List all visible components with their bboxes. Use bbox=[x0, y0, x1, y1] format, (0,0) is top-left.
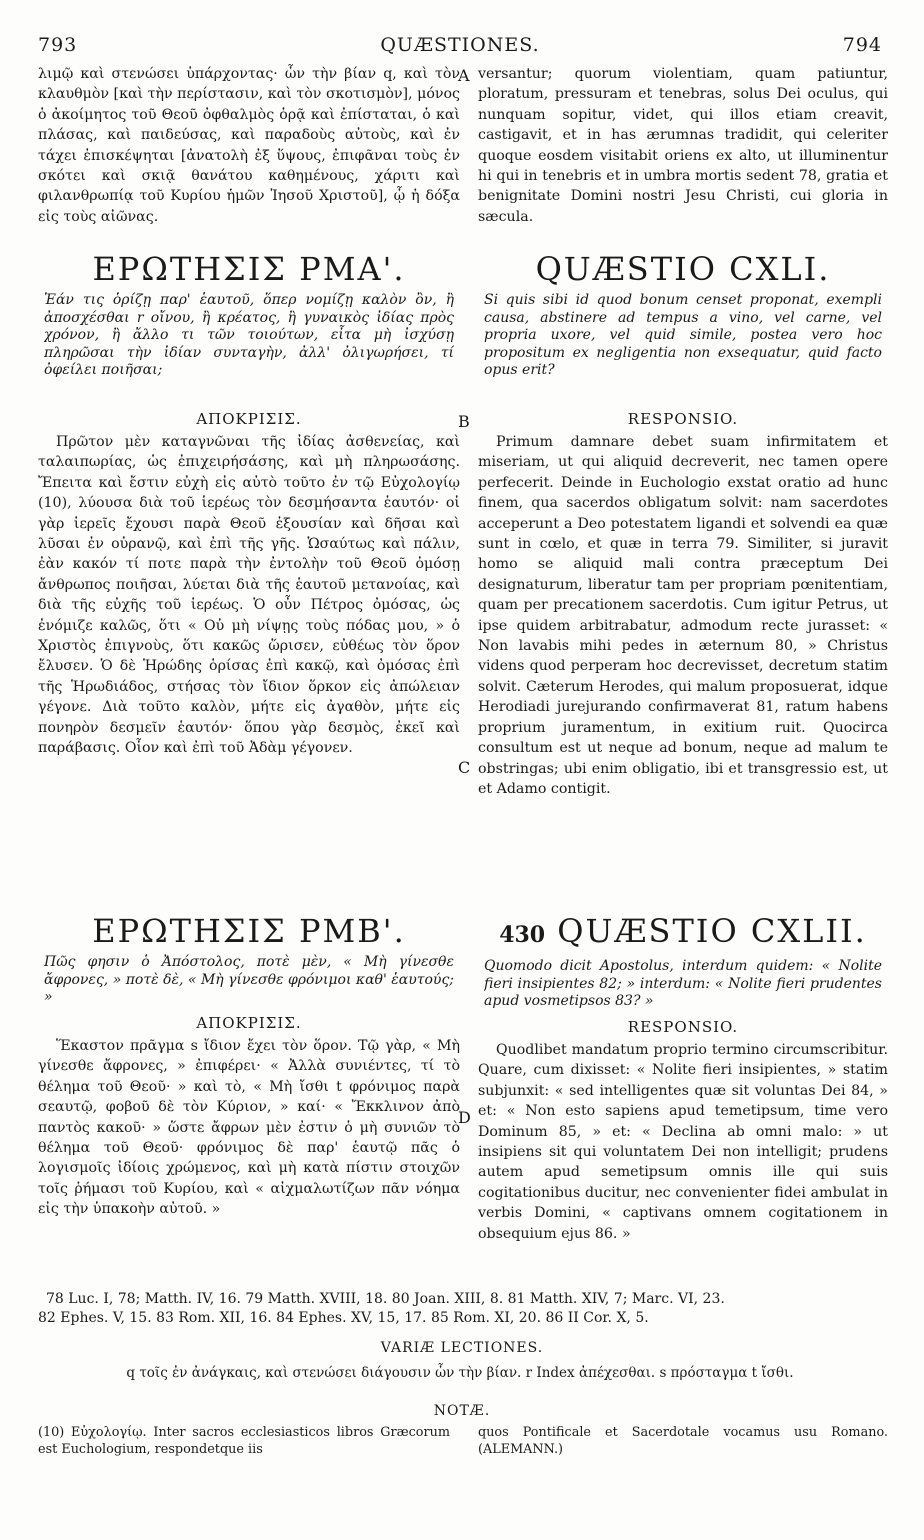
latin-column-lower bbox=[478, 904, 888, 1350]
column-number: 430 bbox=[499, 922, 546, 948]
greek-column-lower bbox=[38, 904, 460, 1346]
margin-letter-b: B bbox=[458, 412, 470, 431]
variae-lectiones-text: q τοῖς ἐν ἀνάγκαις, καὶ στενώσει διάγουσιν ὧν τὴν βίαν. r Index ἀπέχεσθαι. s πρόσταγμα t ἴσθι. bbox=[126, 1365, 794, 1381]
left-page-number: 793 bbox=[38, 34, 78, 56]
latin-q142-response-label: RESPONSIO. bbox=[627, 1018, 739, 1036]
latin-q142-answer-text: Quodlibet mandatum proprio termino circumscribitur. Quare, cum dixisset: « Nolite fieri insipientes, » statim subjunxit: « sed intelligentes quæ sit voluntas Dei 84, » et: « Non esto sapiens apud temetipsum, time vero Dominum 85, » et: « Declina ab omni malo: » ut insipiens sit qui voluntatem Dei non intelligit; prudens autem apud semetipsum omnis ille qui suis cogitationibus ducitur, nec convenienter fidei ambulat in verbis Domini, « captivans omnem cogitationem in obsequium ejus 86. » bbox=[478, 1042, 888, 1242]
latin-continuation-text: versantur; quorum violentiam, quam patiuntur, ploratum, pressuram et tenebras, solus Dei oculus, qui nunquam sopitur, videt, qui illos etiam creavit, castigavit, et in has ærumnas tradidit, qui celeriter quoque eosdem visitabit oriens ex alto, ut illuminentur hi qui in tenebris et in umbra mortis sedent 78, gratia et benignitate Domini nostri Jesu Christi, cui gloria in sæcula. bbox=[478, 66, 888, 225]
latin-q141-answer bbox=[478, 432, 888, 808]
running-title: QUÆSTIONES. bbox=[380, 34, 540, 56]
scripture-footnotes bbox=[38, 1290, 882, 1328]
footnote-line-2: 82 Ephes. V, 15. 83 Rom. XII, 16. 84 Ephes. XV, 15, 17. 85 Rom. XI, 20. 86 II Cor. X, 5. bbox=[38, 1310, 649, 1326]
margin-letter-d: D bbox=[458, 1108, 471, 1127]
greek-q141-answer-text: Πρῶτον μὲν καταγνῶναι τῆς ἰδίας ἀσθενείας, καὶ ταλαιπωρίας, ὡς ἐπιχειρήσάσης, καὶ μὴ πληρωσάσης. Ἔπειτα καὶ ἔστιν εὐχὴ εἰς αὐτὸ τοῦτο ἐν τῷ Εὐχολογίῳ (10), λύουσα διὰ τοῦ ἱερέως τὸν δεσμήσαντα ἑαυτόν· οἱ γὰρ ἱερεῖς ἔχουσι παρὰ Θεοῦ ἐξουσίαν καὶ δῆσαι καὶ λῦσαι ἐν οὐρανῷ, καὶ ἐπὶ τῆς γῆς. Ὡσαύτως καὶ πάλιν, ἐὰν κακόν τί ποτε παρὰ τὴν ἐντολὴν τοῦ Θεοῦ ὀμόσῃ ἄνθρωπος ποιῆσαι, λύεται διὰ τῆς ἑαυτοῦ μετανοίας, καὶ διὰ τῆς εὐχῆς τοῦ ἱερέως. Ὁ οὖν Πέτρος ὀμόσας, ὡς ἐνόμιζε καλῶς, ὅτι « Οὐ μὴ νίψῃς τοὺς πόδας μου, » ὁ Χριστὸς ἐπιγνοὺς, ὅτι κακῶς ὥρισεν, εὐθέως τὸν ὅρον ἔλυσεν. Ὁ δὲ Ἡρώδης ὁρίσας ἐπὶ κακῷ, καὶ ὀμόσας ἐπὶ τῆς Ἡρωδιάδος, στήσας τὸν ἴδιον ὅρκον εἰς ἀπώλειαν γέγονε. Διὰ τοῦτο καλὸν, μήτε εἰς ἀγαθὸν, μήτε εἰς πονηρὸν δεσμεῖν ἑαυτόν· ὅπου γὰρ δεσμὸς, ἐκεῖ καὶ παράβασις. Οἷον καὶ ἐπὶ τοῦ Ἀδὰμ γέγονεν. bbox=[38, 434, 460, 757]
latin-q142-question: Quomodo dicit Apostolus, interdum quidem: « Nolite fieri insipientes 82; » interdum: « Nolite fieri prudentes apud vosmetipsos 83? » bbox=[484, 958, 882, 1009]
latin-q141-response-label: RESPONSIO. bbox=[627, 410, 739, 428]
latin-q141-question: Si quis sibi id quod bonum censet proponat, exempli causa, abstinere ad tempus a vino, vel carne, vel propria uxore, vel quid simile, postea vero hoc propositum ex negligentia non exsequatur, quid facto opus erit? bbox=[484, 292, 882, 378]
greek-q141-answer bbox=[38, 432, 460, 808]
greek-q141-response-label: ΑΠΟΚΡΙΣΙΣ. bbox=[196, 410, 302, 428]
running-header bbox=[38, 34, 882, 60]
greek-column bbox=[38, 64, 460, 808]
latin-q142-heading bbox=[478, 912, 888, 954]
latin-continuation bbox=[478, 64, 888, 242]
latin-q141-title: QUÆSTIO CXLI. bbox=[535, 250, 831, 288]
greek-continuation bbox=[38, 64, 460, 242]
latin-column bbox=[478, 64, 888, 808]
latin-q141-answer-text: Primum damnare debet suam infirmitatem et miseriam, ut qui aliquid decreverit, nec tamen opere perfecerit. Deinde in Euchologio exstat oratio ad hunc finem, qua sacerdos obligatum solvit: nam sacerdotes acceperunt a Deo potestatem ligandi et solvendi ea quæ sunt in cœlo, et quæ in terra 79. Similiter, si juravit homo se aliquid mali contra præceptum Dei designaturum, liberatur tam per propriam pœnitentiam, quam per precationem sacerdotis. Cum igitur Petrus, ut ipse quidem arbitrabatur, admodum recte jurasset: « Non lavabis mihi pedes in æternum 80, » Christus videns quod perperam hoc decrevisset, decretum statim solvit. Cæterum Herodes, qui malum proposuerat, idque Herodiadi jurejurando confirmaverat 81, ratum habens proprium juramentum, in exitium ruit. Quocirca consultum est ut neque ad bonum, neque ad malum te obstringas; ubi enim obligatio, ibi et transgressio est, ut et Adamo contigit. bbox=[478, 434, 888, 797]
greek-continuation-text: λιμῷ καὶ στενώσει ὑπάρχοντας· ὧν τὴν βίαν q, καὶ τὸν κλαυθμὸν [καὶ τὴν περίστασιν, καὶ τὸν σκοτισμὸν], μόνος ὁ ἀκοίμητος τοῦ Θεοῦ ὀφθαλμὸς ὁρᾷ καὶ ἐπίσταται, ὁ καὶ πλάσας, καὶ παιδεύσας, καὶ παραδοὺς αὐτοὺς, καὶ ἐν τάχει ἐπισκέψηται [ἀνατολὴ ἐξ ὕψους, ἐπιφᾶναι τοὺς ἐν σκότει καὶ σκιᾷ θανάτου καθημένους, χάριτι καὶ φιλανθρωπίᾳ τοῦ Κυρίου ἡμῶν Ἰησοῦ Χριστοῦ], ᾧ ἡ δόξα εἰς τοὺς αἰῶνας. bbox=[38, 66, 460, 225]
greek-q142-response-label: ΑΠΟΚΡΙΣΙΣ. bbox=[196, 1014, 302, 1032]
greek-q142-answer-text: Ἕκαστον πρᾶγμα s ἴδιον ἔχει τὸν ὅρον. Τῷ γὰρ, « Μὴ γίνεσθε ἄφρονες, » ἐπιφέρει· « Ἀλλὰ συνιέντες, τί τὸ θέλημα τοῦ Θεοῦ· » καὶ τὸ, « Μὴ ἴσθι t φρόνιμος παρὰ σεαυτῷ, φοβοῦ δὲ τὸν Κύριον, » καί· « Ἔκκλινον ἀπὸ παντὸς κακοῦ· » ὥστε ἄφρων μὲν ἐστιν ὁ μὴ συνιῶν τὸ θέλημα τοῦ Θεοῦ· φρόνιμος δὲ παρ' ἑαυτῷ πᾶς ὁ λογισμοῖς ἰδίοις χρώμενος, καὶ μὴ κατὰ πίστιν στοιχῶν τοῖς ῥήμασι τοῦ Κυρίου, καὶ « αἰχμαλωτίζων πᾶν νόημα εἰς τὴν ὑπακοὴν αὐτοῦ. » bbox=[38, 1038, 460, 1218]
footnote-line-1: 78 Luc. I, 78; Matth. IV, 16. 79 Matth. XVIII, 18. 80 Joan. XIII, 8. 81 Matth. XIV, 7; Marc. VI, 23. bbox=[46, 1291, 725, 1307]
notae-title: NOTÆ. bbox=[433, 1403, 491, 1419]
greek-q141-title: ΕΡΩΤΗΣΙΣ ΡΜΑ'. bbox=[92, 250, 406, 288]
margin-letter-a: A bbox=[458, 66, 470, 85]
variae-lectiones-title: VARIÆ LECTIONES. bbox=[380, 1340, 544, 1356]
margin-letter-c: C bbox=[458, 758, 471, 777]
greek-q142-title: ΕΡΩΤΗΣΙΣ ΡΜΒ'. bbox=[92, 912, 406, 950]
greek-q142-question: Πῶς φησιν ὁ Ἀπόστολος, ποτὲ μὲν, « Μὴ γίνεσθε ἄφρονες, » ποτὲ δὲ, « Μὴ γίνεσθε φρόνιμοι καθ' ἑαυτούς; » bbox=[44, 954, 454, 1005]
greek-q141-question: Ἐάν τις ὁρίζῃ παρ' ἑαυτοῦ, ὅπερ νομίζῃ καλὸν ὂν, ἢ ἀποσχέσθαι r οἴνου, ἢ κρέατος, ἢ γυναικὸς ἰδίας πρὸς χρόνον, ἢ ἄλλο τι τῶν τοιούτων, εἶτα μὴ ἰσχύσῃ πληρῶσαι τὴν ἰδίαν συνταγὴν, ἀλλ' ὀλιγωρήσει, τί ὀφείλει ποιῆσαι; bbox=[44, 292, 454, 378]
note-10-right: quos Pontificale et Sacerdotale vocamus usu Romano. (ALEMANN.) bbox=[478, 1425, 888, 1457]
note-10-left: (10) Εὐχολογίῳ. Inter sacros ecclesiasticos libros Græcorum est Euchologium, respondetque iis bbox=[38, 1425, 450, 1457]
latin-q142-title: QUÆSTIO CXLII. bbox=[557, 912, 867, 950]
right-page-number: 794 bbox=[842, 34, 882, 56]
